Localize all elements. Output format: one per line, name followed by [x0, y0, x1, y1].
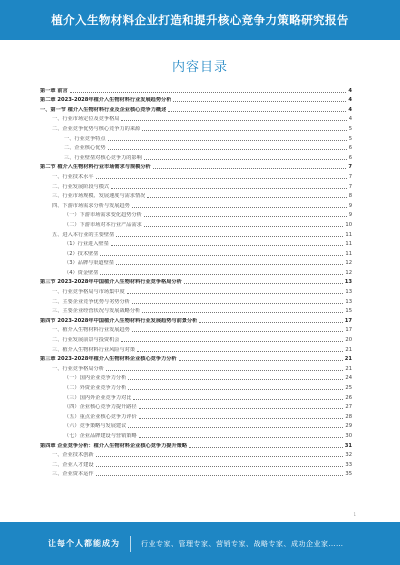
- toc-leader-dots: [132, 303, 344, 304]
- toc-entry-page: 4: [348, 97, 352, 104]
- toc-entry-label: 一、行业竞争格局分析: [52, 365, 104, 372]
- toc-entry-label: （一）国内企业竞争力分析: [64, 375, 127, 382]
- toc-leader-dots: [184, 283, 343, 284]
- toc-leader-dots: [144, 216, 347, 217]
- toc-entry-label: 一、第一节 植介入生物材料行业及企业核心竞争力概述: [40, 106, 167, 113]
- toc-entry-page: 13: [345, 298, 352, 305]
- toc-entry[interactable]: [40, 381, 352, 391]
- toc-entry-label: （七）企业品牌建设与营销策略: [64, 432, 137, 439]
- toc-entry-page: 11: [345, 231, 352, 238]
- report-title: 植介入生物材料企业打造和提升核心竞争力策略研究报告: [51, 13, 349, 27]
- toc-entry-page: 21: [345, 346, 352, 353]
- toc-entry[interactable]: [40, 228, 352, 238]
- toc-entry-page: 20: [345, 337, 352, 344]
- toc-entry[interactable]: [40, 410, 352, 420]
- toc-entry-page: 35: [345, 471, 352, 478]
- toc-leader-dots: [132, 207, 347, 208]
- footer-slogan: 让每个人都能成为: [48, 539, 120, 548]
- toc-leader-dots: [144, 159, 347, 160]
- toc-entry-page: 28: [345, 413, 352, 420]
- toc-entry-label: （二）下游市场对本行业产品需求: [64, 221, 142, 228]
- toc-leader-dots: [116, 264, 343, 265]
- toc-entry-page: 17: [345, 327, 352, 334]
- toc-entry-label: 第二节 植介入生物材料行业市场需求与规模分析: [40, 164, 151, 171]
- toc-entry-label: 二、企业人才建设: [52, 461, 94, 468]
- toc-entry-page: 9: [348, 212, 352, 219]
- toc-entry[interactable]: [40, 266, 352, 276]
- toc-entry-page: 17: [344, 317, 352, 324]
- toc-entry-page: 12: [345, 269, 352, 276]
- toc-entry[interactable]: [40, 113, 352, 123]
- toc-entry-page: 15: [345, 308, 352, 315]
- toc-leader-dots: [108, 149, 347, 150]
- toc-entry[interactable]: [40, 276, 352, 286]
- toc-leader-dots: [128, 427, 343, 428]
- table-of-contents: [40, 84, 352, 477]
- toc-leader-dots: [127, 293, 344, 294]
- toc-entry-label: （3）品牌与渠道壁垒: [64, 260, 114, 267]
- toc-entry-page: 31: [344, 442, 352, 449]
- toc-entry-label: 一、植介入生物材料行业发展趋势: [52, 327, 130, 334]
- toc-entry[interactable]: [40, 449, 352, 459]
- toc-entry-label: （三）国内外企业竞争力对比: [64, 394, 132, 401]
- toc-entry-page: 6: [348, 145, 352, 152]
- toc-entry[interactable]: [40, 333, 352, 343]
- toc-entry-page: 12: [345, 260, 352, 267]
- toc-entry-label: （一）下游市场需求变化趋势分析: [64, 212, 142, 219]
- toc-leader-dots: [173, 101, 346, 102]
- toc-leader-dots: [106, 370, 344, 371]
- toc-entry-label: 第二章 2023-2028年植介入生物材料行业发展趋势分析: [40, 97, 172, 104]
- toc-entry-label: 第四节 2023-2028年中国植介入生物材料行业发展趋势与前景分析: [40, 317, 198, 324]
- toc-entry-label: 三、行业壁垒对核心竞争力的影响: [64, 154, 142, 161]
- toc-leader-dots: [139, 437, 344, 438]
- toc-leader-dots: [96, 466, 344, 467]
- toc-entry[interactable]: [40, 132, 352, 142]
- toc-entry[interactable]: [40, 353, 352, 363]
- toc-entry-page: 5: [348, 125, 352, 132]
- toc-entry[interactable]: [40, 362, 352, 372]
- toc-entry[interactable]: [40, 305, 352, 315]
- toc-entry-page: 4: [348, 116, 352, 123]
- toc-entry[interactable]: [40, 170, 352, 180]
- toc-leader-dots: [189, 447, 343, 448]
- toc-entry-label: 第四章 企业竞争分析：植介入生物材料企业核心竞争力提升策略: [40, 442, 188, 449]
- toc-entry-page: 27: [345, 404, 352, 411]
- footer-banner: [0, 522, 400, 565]
- toc-entry[interactable]: [40, 103, 352, 113]
- toc-entry-page: 7: [348, 173, 352, 180]
- toc-leader-dots: [168, 111, 346, 112]
- toc-entry-page: 24: [345, 375, 352, 382]
- toc-leader-dots: [128, 379, 343, 380]
- toc-leader-dots: [133, 399, 343, 400]
- toc-entry-label: （五）重点企业核心竞争力评价: [64, 413, 137, 420]
- toc-entry[interactable]: [40, 180, 352, 190]
- toc-entry-page: 25: [345, 385, 352, 391]
- toc-entry-page: 7: [348, 183, 352, 190]
- toc-entry-label: 一、行业竞争格局与市场集中度: [52, 289, 125, 296]
- toc-entry-page: 29: [345, 423, 352, 430]
- toc-entry-page: 10: [345, 221, 352, 228]
- toc-entry[interactable]: [40, 420, 352, 430]
- toc-entry-label: 五、进入本行业的主要壁垒: [52, 231, 115, 238]
- toc-leader-dots: [139, 418, 344, 419]
- toc-leader-dots: [147, 197, 346, 198]
- toc-entry-label: 一、行业技术水平: [52, 173, 94, 180]
- toc-entry-label: （六）竞争策略与发展建议: [64, 423, 127, 430]
- toc-entry[interactable]: [40, 401, 352, 411]
- toc-leader-dots: [179, 360, 343, 361]
- toc-entry[interactable]: [40, 94, 352, 104]
- toc-entry-label: （4）资金壁垒: [64, 269, 99, 276]
- toc-entry-label: 一、行业市场定位及竞争格局: [52, 116, 120, 123]
- toc-entry[interactable]: [40, 122, 352, 132]
- toc-entry[interactable]: [40, 343, 352, 353]
- toc-entry-label: 二、行业发展前景与投资机会: [52, 337, 120, 344]
- toc-entry-label: 二、主要企业竞争优势与劣势分析: [52, 298, 130, 305]
- toc-leader-dots: [142, 312, 343, 313]
- toc-entry-label: 二、企业核心优势: [64, 145, 106, 152]
- toc-leader-dots: [121, 341, 343, 342]
- toc-entry[interactable]: [40, 439, 352, 449]
- toc-entry[interactable]: [40, 247, 352, 257]
- toc-entry-page: 4: [348, 106, 352, 113]
- toc-entry-label: 一、行业竞争特点: [64, 135, 106, 142]
- toc-entry[interactable]: [40, 257, 352, 267]
- toc-heading: 内容目录: [171, 60, 228, 75]
- toc-entry[interactable]: [40, 468, 352, 478]
- toc-leader-dots: [111, 188, 347, 189]
- toc-entry-page: 32: [345, 452, 352, 459]
- toc-entry-label: 四、下游市场需求分析与发展趋势: [52, 202, 130, 209]
- toc-entry[interactable]: [40, 209, 352, 219]
- toc-entry-label: （二）外资企业竞争力分析: [64, 385, 127, 391]
- toc-entry[interactable]: [40, 314, 352, 324]
- footer-clients: 行业专家、管理专家、营销专家、战略专家、成功企业家……: [141, 539, 344, 548]
- toc-entry[interactable]: [40, 190, 352, 200]
- toc-leader-dots: [139, 408, 344, 409]
- toc-entry[interactable]: [40, 429, 352, 439]
- toc-leader-dots: [100, 274, 343, 275]
- toc-entry[interactable]: [40, 458, 352, 468]
- toc-leader-dots: [96, 456, 344, 457]
- toc-entry-page: 9: [348, 202, 352, 209]
- toc-leader-dots: [132, 331, 344, 332]
- toc-entry[interactable]: [40, 324, 352, 334]
- toc-entry[interactable]: [40, 372, 352, 382]
- toc-entry-label: 三、主要企业经营状况与发展战略分析: [52, 308, 141, 315]
- toc-leader-dots: [96, 178, 347, 179]
- toc-entry-label: 第三章 2023-2028年植介入生物材料企业核心竞争力分析: [40, 356, 177, 363]
- toc-entry[interactable]: [40, 161, 352, 171]
- toc-entry-page: 26: [345, 394, 352, 401]
- toc-entry-page: 21: [344, 356, 352, 363]
- toc-entry-label: （2）技术壁垒: [64, 250, 99, 257]
- toc-leader-dots: [111, 245, 344, 246]
- toc-entry-label: 三、行业市场规模、发展速度与需求情况: [52, 193, 146, 200]
- toc-entry-label: （1）行业进入壁垒: [64, 241, 109, 248]
- toc-leader-dots: [142, 130, 346, 131]
- toc-entry-label: 二、行业发展阶段与模式: [52, 183, 110, 190]
- toc-entry-page: 5: [348, 135, 352, 142]
- toc-entry[interactable]: [40, 142, 352, 152]
- toc-leader-dots: [199, 322, 342, 323]
- toc-leader-dots: [96, 475, 344, 476]
- toc-entry-page: 7: [348, 164, 352, 171]
- toc-entry-label: （四）企业核心竞争力提升路径: [64, 404, 137, 411]
- toc-entry[interactable]: [40, 84, 352, 94]
- toc-entry-page: 30: [345, 432, 352, 439]
- toc-leader-dots: [108, 140, 347, 141]
- toc-entry[interactable]: [40, 285, 352, 295]
- toc-entry-page: 6: [348, 154, 352, 161]
- toc-leader-dots: [70, 92, 347, 93]
- toc-entry[interactable]: [40, 391, 352, 401]
- toc-entry[interactable]: [40, 218, 352, 228]
- toc-entry[interactable]: [40, 151, 352, 161]
- toc-leader-dots: [144, 226, 344, 227]
- toc-entry-page: 11: [345, 250, 352, 257]
- header-banner: [0, 0, 400, 40]
- toc-entry[interactable]: [40, 295, 352, 305]
- toc-leader-dots: [121, 120, 346, 121]
- toc-leader-dots: [128, 389, 343, 390]
- footer-divider: [130, 536, 131, 552]
- toc-entry-page: 4: [348, 87, 352, 94]
- page-number: 1: [353, 512, 356, 517]
- toc-entry-label: 三、植介入生物材料行业风险与对策: [52, 346, 136, 353]
- toc-entry-page: 21: [345, 365, 352, 372]
- toc-leader-dots: [137, 351, 343, 352]
- toc-entry-label: 二、企业竞争优势与核心竞争力的来源: [52, 125, 141, 132]
- toc-entry-label: 第一章 前言: [40, 87, 68, 94]
- toc-entry[interactable]: [40, 199, 352, 209]
- toc-entry-page: 11: [345, 241, 352, 248]
- toc-leader-dots: [116, 236, 343, 237]
- toc-entry-page: 13: [344, 279, 352, 286]
- toc-leader-dots: [153, 168, 347, 169]
- toc-entry[interactable]: [40, 238, 352, 248]
- toc-entry-label: 三、企业资本运作: [52, 471, 94, 478]
- toc-entry-label: 一、企业技术创新: [52, 452, 94, 459]
- toc-entry-page: 8: [348, 193, 352, 200]
- toc-entry-page: 33: [345, 461, 352, 468]
- toc-leader-dots: [100, 255, 343, 256]
- toc-entry-page: 13: [345, 289, 352, 296]
- toc-entry-label: 第三节 2023-2028年中国植介入生物材料行业竞争格局分析: [40, 279, 182, 286]
